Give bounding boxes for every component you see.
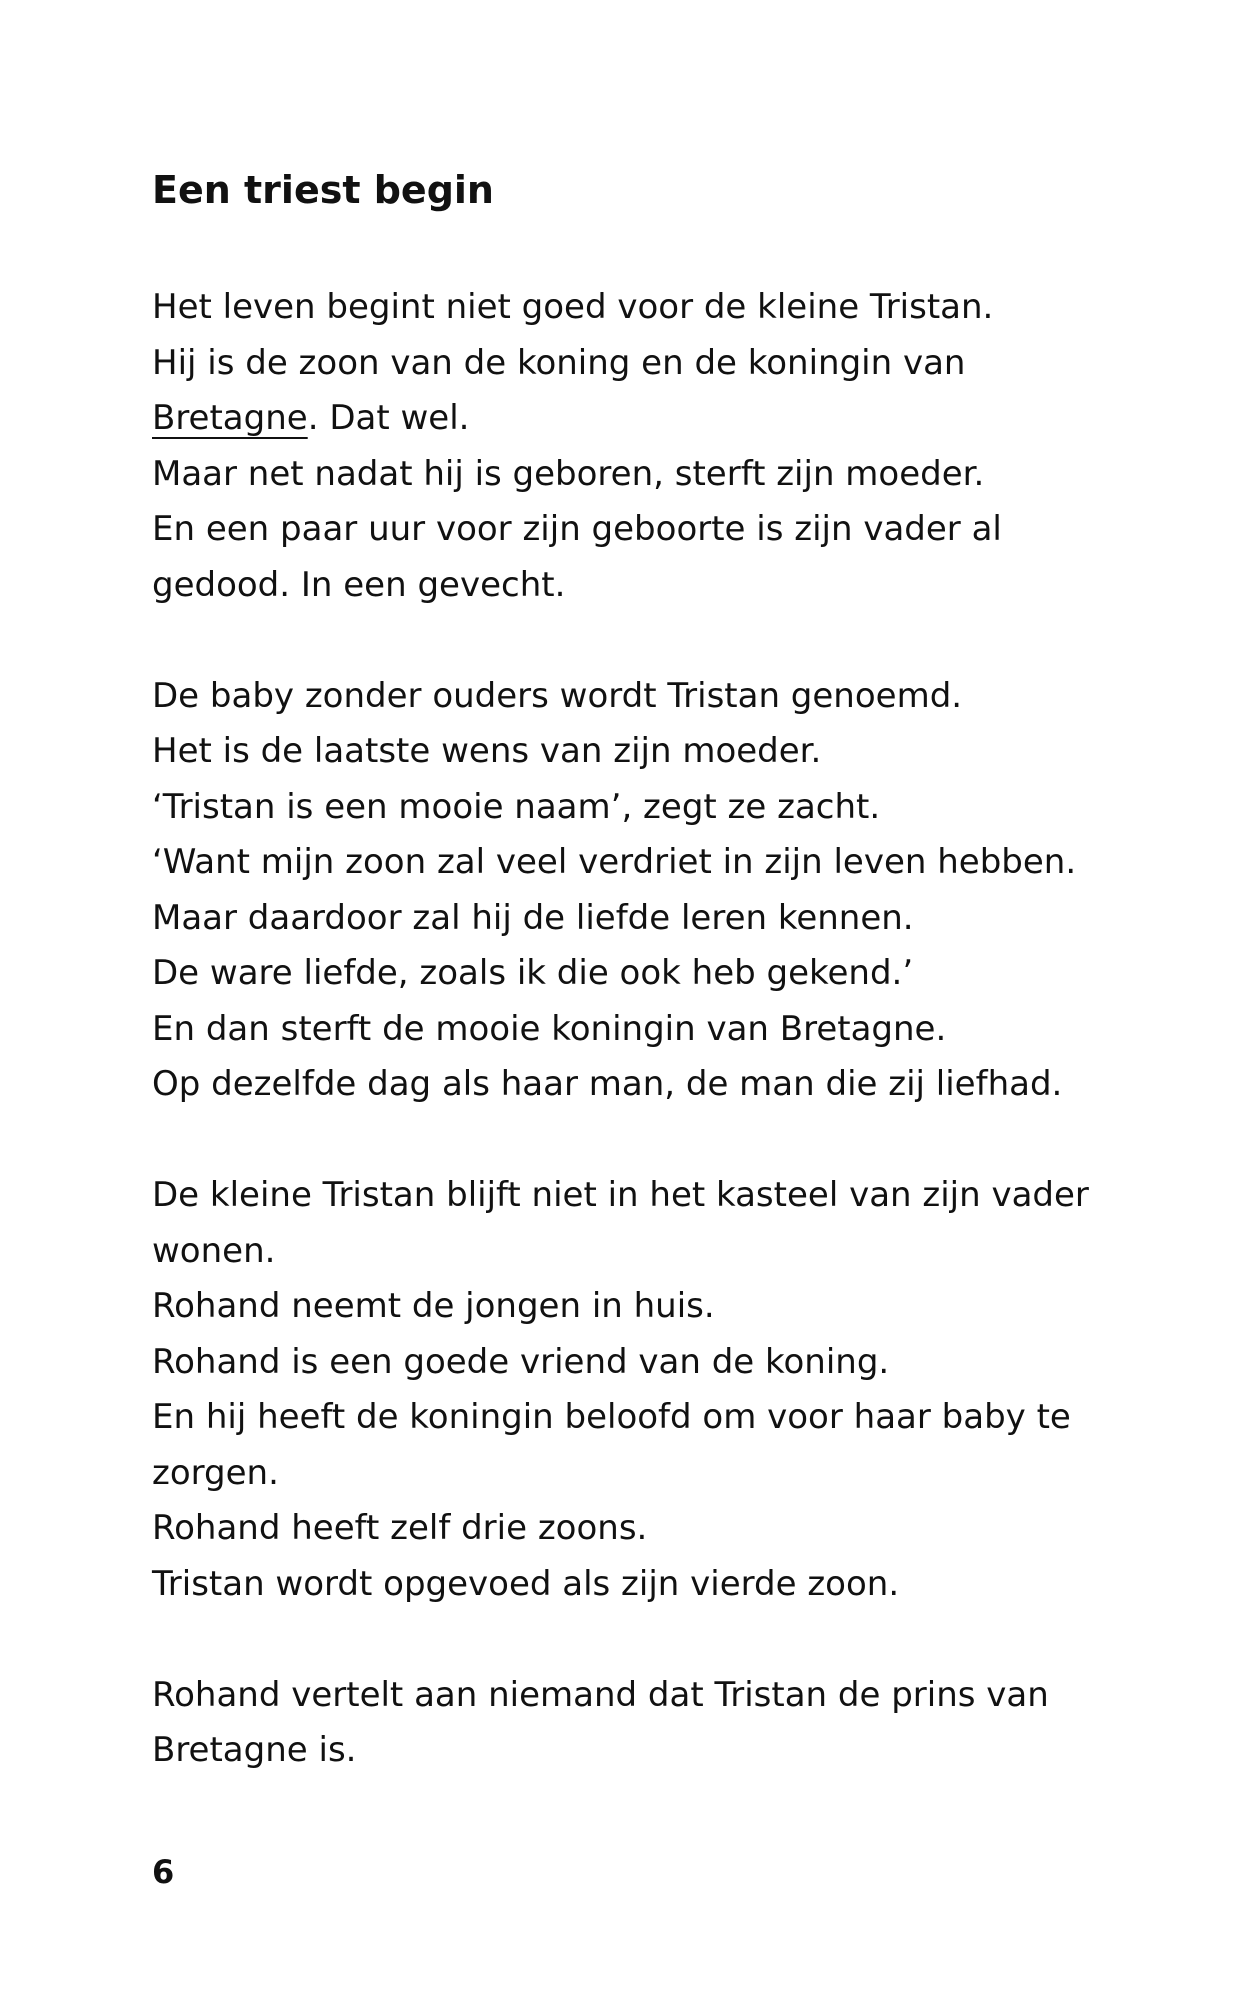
text-line: zorgen. (152, 1452, 279, 1493)
text-line: Maar net nadat hij is geboren, sterft zijn moeder. (152, 453, 985, 494)
chapter-title: Een triest begin (152, 168, 494, 212)
text-line: Het leven begint niet goed voor de kleine Tristan. (152, 287, 994, 327)
text-line: Op dezelfde dag als haar man, de man die zij liefhad. (152, 1064, 1063, 1104)
text-line: En hij heeft de koningin beloofd om voor haar baby te (152, 1397, 1071, 1437)
text-line: Rohand neemt de jongen in huis. (152, 1286, 715, 1326)
text-line: Hij is de zoon van de koning en de koningin van (152, 342, 966, 383)
text-line: Rohand heeft zelf drie zoons. (152, 1508, 648, 1548)
text-line: ‘Want mijn zoon zal veel verdriet in zijn leven hebben. (152, 842, 1077, 882)
paragraph-1 (152, 280, 1152, 613)
text-line: De kleine Tristan blijft niet in het kasteel van zijn vader (152, 1175, 1089, 1215)
page-number: 6 (152, 1853, 175, 1891)
text-line: Rohand is een goede vriend van de koning. (152, 1341, 890, 1382)
paragraph-2 (152, 669, 1152, 1113)
text-line: En een paar uur voor zijn geboorte is zijn vader al (152, 509, 1002, 549)
text-line: De baby zonder ouders wordt Tristan genoemd. (152, 675, 963, 716)
text-line: De ware liefde, zoals ik die ook heb gekend.’ (152, 953, 914, 993)
paragraph-3 (152, 1168, 1152, 1612)
text-line: Maar daardoor zal hij de liefde leren kennen. (152, 897, 914, 938)
text-line (152, 391, 1152, 447)
underlined-term: Bretagne (152, 398, 308, 438)
text-line: Rohand vertelt aan niemand dat Tristan de prins van (152, 1674, 1049, 1715)
text-line: En dan sterft de mooie koningin van Bretagne. (152, 1008, 947, 1049)
body-text (152, 280, 1152, 1834)
text-line: Tristan wordt opgevoed als zijn vierde zoon. (152, 1563, 900, 1604)
text-line: Bretagne is. (152, 1730, 357, 1770)
text-line: ‘Tristan is een mooie naam’, zegt ze zacht. (152, 786, 881, 827)
text-line: wonen. (152, 1230, 276, 1271)
text-line: gedood. In een gevecht. (152, 564, 566, 605)
text-line: Het is de laatste wens van zijn moeder. (152, 731, 822, 771)
paragraph-4 (152, 1668, 1152, 1779)
text-fragment: . Dat wel. (307, 398, 470, 438)
